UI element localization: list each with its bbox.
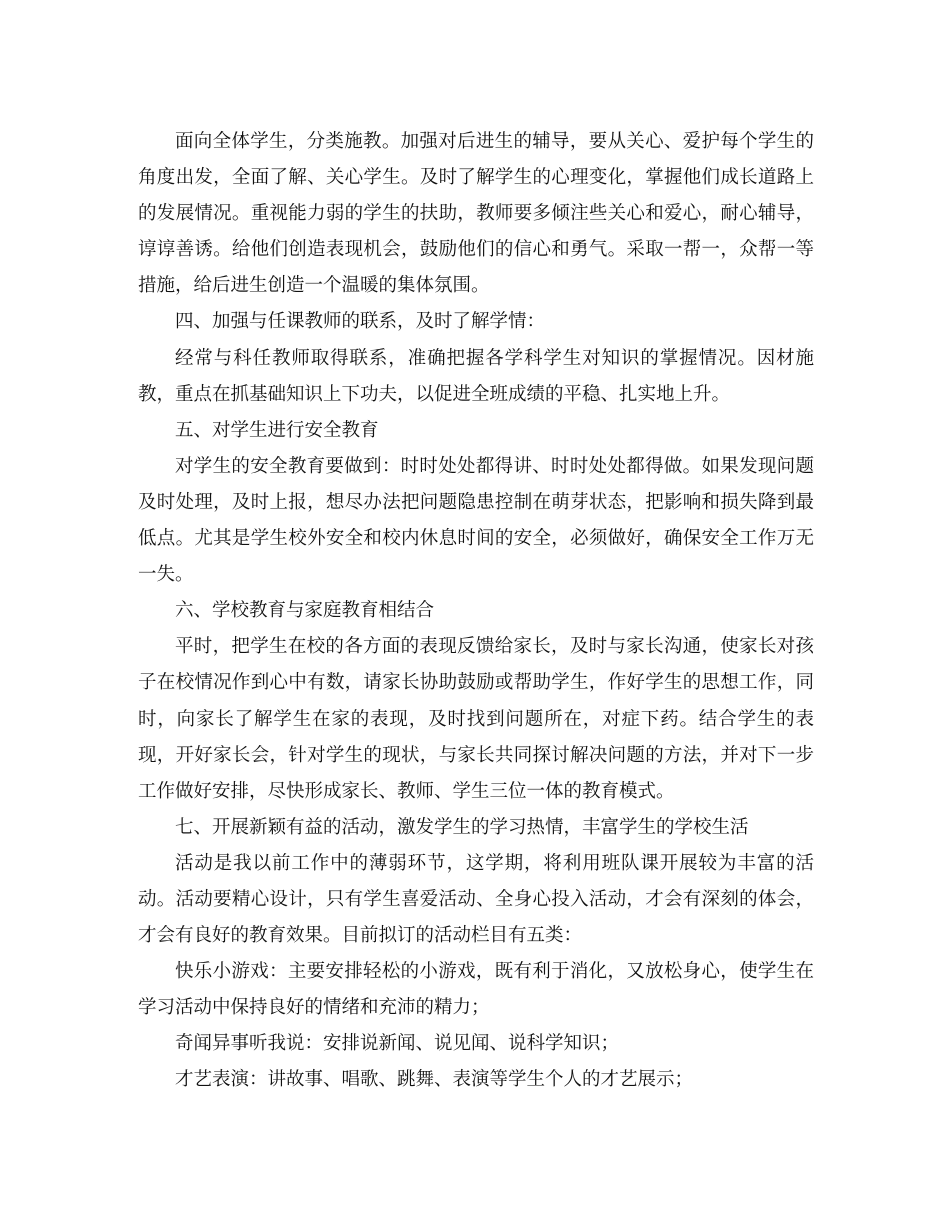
paragraph-family: 平时，把学生在校的各方面的表现反馈给家长，及时与家长沟通，使家长对孩子在校情况作到心中有数，请家长协助鼓励或帮助学生，作好学生的思想工作，同时，向家长了解学生在家的表现，及时找到问题所在，对症下药。结合学生的表现，开好家长会，针对学生的现状，与家长共同探讨解决问题的方法，并对下一步工作做好安排，尽快形成家长、教师、学生三位一体的教育模式。: [138, 636, 814, 802]
heading-section-7: 七、开展新颖有益的活动，激发学生的学习热情，丰富学生的学校生活: [175, 816, 749, 838]
paragraph-talent: 才艺表演：讲故事、唱歌、跳舞、表演等学生个人的才艺展示；: [175, 1069, 694, 1091]
heading-section-4: 四、加强与任课教师的联系，及时了解学情：: [175, 311, 546, 333]
paragraph-news: 奇闻异事听我说：安排说新闻、说见闻、说科学知识；: [175, 1033, 620, 1055]
paragraph-teacher-contact: 经常与科任教师取得联系，准确把握各学科学生对知识的掌握情况。因材施教，重点在抓基础知识上下功夫，以促进全班成绩的平稳、扎实地上升。: [138, 347, 814, 405]
paragraph-safety: 对学生的安全教育要做到：时时处处都得讲、时时处处都得做。如果发现问题及时处理，及时上报，想尽办法把问题隐患控制在萌芽状态，把影响和损失降到最低点。尤其是学生校外安全和校内休息时间的安全，必须做好，确保安全工作万无一失。: [138, 455, 814, 586]
heading-section-5: 五、对学生进行安全教育: [175, 419, 379, 441]
paragraph-activities: 活动是我以前工作中的薄弱环节，这学期，将利用班队课开展较为丰富的活动。活动要精心设计，只有学生喜爱活动、全身心投入活动，才会有深刻的体会，才会有良好的教育效果。目前拟订的活动栏目有五类：: [138, 852, 814, 947]
paragraph-games: 快乐小游戏：主要安排轻松的小游戏，既有利于消化，又放松身心，使学生在学习活动中保持良好的情绪和充沛的精力；: [138, 961, 814, 1019]
document-body: [138, 124, 814, 1099]
paragraph-tutoring: 面向全体学生，分类施教。加强对后进生的辅导，要从关心、爱护每个学生的角度出发，全面了解、关心学生。及时了解学生的心理变化，掌握他们成长道路上的发展情况。重视能力弱的学生的扶助，教师要多倾注些关心和爱心，耐心辅导，谆谆善诱。给他们创造表现机会，鼓励他们的信心和勇气。采取一帮一，众帮一等措施，给后进生创造一个温暖的集体氛围。: [138, 131, 814, 297]
heading-section-6: 六、学校教育与家庭教育相结合: [175, 600, 435, 622]
